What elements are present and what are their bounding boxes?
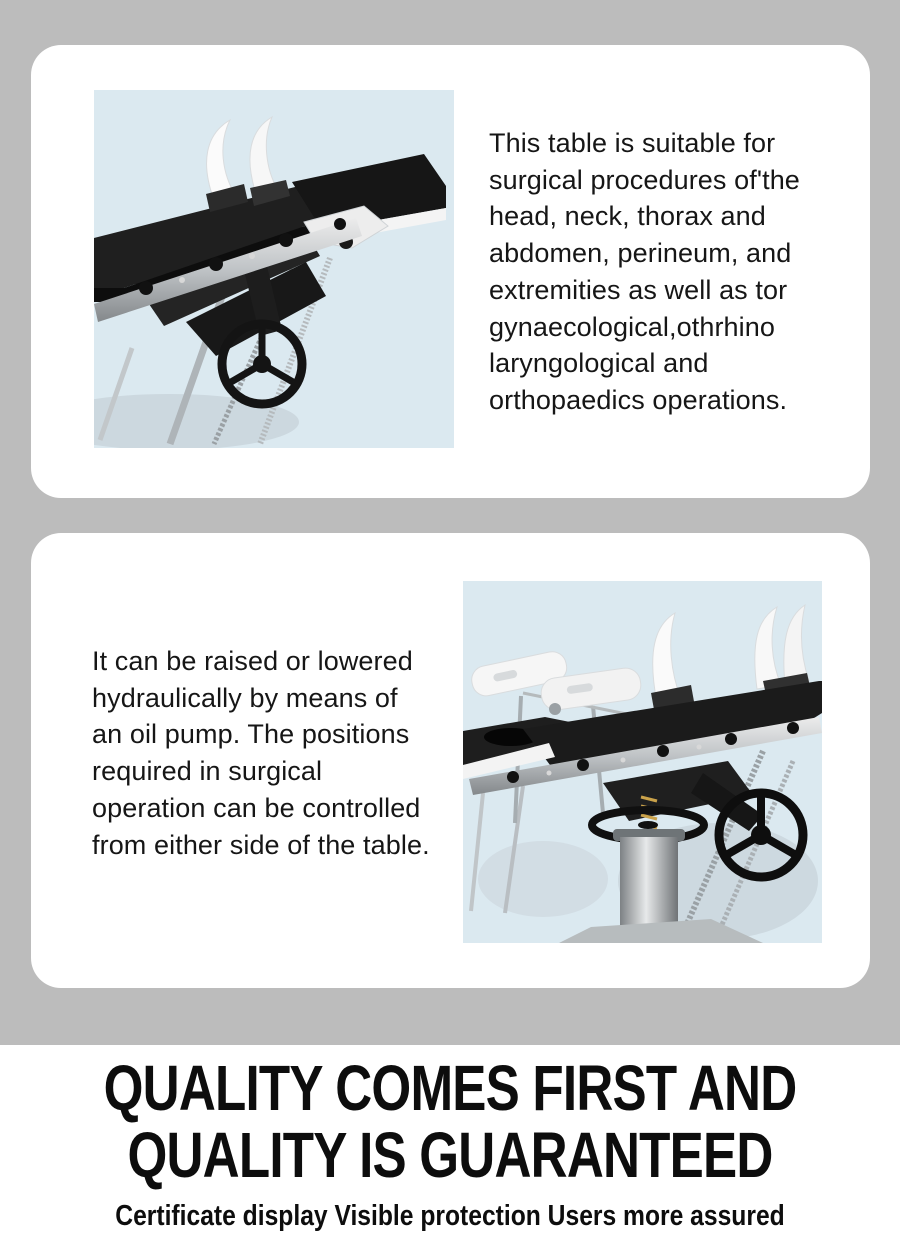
surgical-table-column-photo: [463, 581, 822, 943]
text-line: surgical procedures of'the: [489, 164, 800, 195]
text-line: an oil pump. The positions: [92, 719, 410, 750]
text-line: This table is suitable for: [489, 128, 776, 158]
text-line: abdomen, perineum, and: [489, 238, 792, 269]
text-line: required in surgical: [92, 756, 323, 787]
description-text: [92, 643, 430, 863]
text-line: operation can be controlled: [92, 792, 421, 823]
text-line: head, neck, thorax and: [489, 201, 766, 232]
text-line: orthopaedics operations.: [489, 384, 788, 415]
quality-subtitle: Certificate display Visible protection Users more assured: [115, 1200, 785, 1232]
text-line: gynaecological,othrhino: [489, 311, 775, 342]
text-line: extremities as well as tor: [489, 274, 788, 305]
quality-banner: [0, 1045, 900, 1246]
feature-card-hydraulics: [31, 533, 870, 988]
feature-card-suitability: [31, 45, 870, 498]
text-line: hydraulically by means of: [92, 682, 398, 713]
quality-title-line1: QUALITY COMES FIRST AND: [103, 1052, 797, 1124]
text-line: laryngological and: [489, 348, 709, 379]
product-photo-frame: [463, 581, 822, 943]
text-line: It can be raised or lowered: [92, 646, 413, 676]
text-line: from either side of the table.: [92, 829, 430, 860]
product-photo-frame: [94, 90, 454, 448]
quality-title-line2: QUALITY IS GUARANTEED: [127, 1119, 773, 1191]
quality-title: [0, 1052, 900, 1191]
description-text: [489, 125, 800, 419]
surgical-table-head-photo: [94, 90, 454, 448]
